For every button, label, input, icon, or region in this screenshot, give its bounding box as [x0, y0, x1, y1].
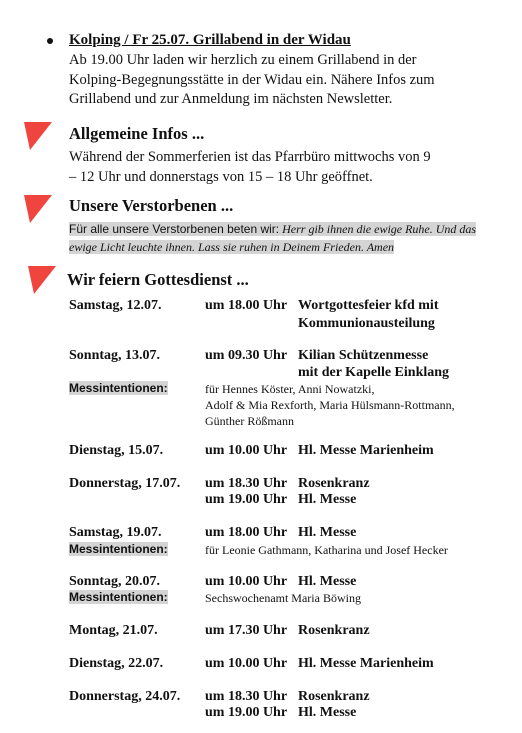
info-heading: Allgemeine Infos ... [69, 124, 205, 143]
service-desc: mit der Kapelle Einklang [298, 365, 450, 380]
intention-line: Sechswochenamt Maria Böwing [205, 591, 361, 605]
service-desc: Hl. Messe [298, 525, 357, 540]
service-time: um 18.30 Uhr [205, 689, 288, 704]
service-desc: Hl. Messe Marienheim [298, 443, 434, 458]
service-time: um 17.30 Uhr [205, 623, 288, 638]
deceased-intro: Für alle unsere Verstorbenen beten wir: [69, 222, 280, 236]
news-item-line: Ab 19.00 Uhr laden wir herzlich zu einem Grillabend in der [69, 52, 417, 68]
intention-line: für Hennes Köster, Anni Nowatzki, [205, 382, 375, 396]
service-desc: Rosenkranz [298, 623, 370, 638]
service-desc: Hl. Messe [298, 492, 357, 507]
service-day: Samstag, 12.07. [69, 298, 162, 313]
service-time: um 18.00 Uhr [205, 298, 288, 313]
prayer-line: ewige Licht leuchte ihnen. Lass sie ruhen in Deinem Frieden. Amen [69, 240, 395, 254]
service-day: Donnerstag, 17.07. [69, 476, 181, 491]
service-time: um 18.00 Uhr [205, 525, 288, 540]
service-desc: Rosenkranz [298, 476, 370, 491]
service-day: Sonntag, 20.07. [69, 574, 161, 589]
service-desc: Kilian Schützenmesse [298, 348, 429, 363]
service-desc: Hl. Messe [298, 705, 357, 720]
service-day: Dienstag, 22.07. [69, 656, 164, 671]
intentions-text [205, 381, 455, 429]
red-flag-icon [24, 122, 54, 152]
service-day: Montag, 21.07. [69, 623, 158, 638]
red-flag-icon [24, 195, 54, 225]
service-desc: Hl. Messe Marienheim [298, 656, 434, 671]
service-day: Dienstag, 15.07. [69, 443, 164, 458]
intention-line: Günther Rößmann [205, 414, 294, 428]
service-day: Donnerstag, 24.07. [69, 689, 181, 704]
service-time: um 10.00 Uhr [205, 443, 288, 458]
info-line: – 12 Uhr und donnerstags von 15 – 18 Uhr geöffnet. [69, 168, 373, 185]
info-line: Während der Sommerferien ist das Pfarrbüro mittwochs von 9 [69, 149, 431, 165]
deceased-heading: Unsere Verstorbenen ... [69, 196, 234, 215]
service-time: um 09.30 Uhr [205, 348, 288, 363]
service-time: um 19.00 Uhr [205, 492, 288, 507]
intentions-label: Messintentionen: [69, 590, 168, 604]
service-day: Sonntag, 13.07. [69, 348, 161, 363]
news-item-line: Grillabend und zur Anmeldung im nächsten Newsletter. [69, 91, 393, 107]
services-heading: Wir feiern Gottesdienst ... [67, 270, 249, 289]
intention-line: für Leonie Gathmann, Katharina und Josef Hecker [205, 543, 448, 557]
prayer-line: Herr gib ihnen die ewige Ruhe. Und das [282, 222, 477, 236]
service-desc: Kommunionausteilung [298, 316, 435, 331]
deceased-text [69, 220, 491, 256]
red-flag-icon [28, 266, 58, 296]
intentions-label: Messintentionen: [69, 542, 168, 556]
service-time: um 18.30 Uhr [205, 476, 288, 491]
info-body [69, 148, 499, 187]
news-item-body [69, 51, 499, 110]
service-time: um 10.00 Uhr [205, 656, 288, 671]
service-day: Samstag, 19.07. [69, 525, 162, 540]
intention-line: Adolf & Mia Rexforth, Maria Hülsmann-Rottmann, [205, 398, 455, 412]
news-item-title: Kolping / Fr 25.07. Grillabend in der Widau [69, 32, 351, 48]
service-time: um 19.00 Uhr [205, 705, 288, 720]
bullet-point [47, 38, 53, 44]
service-desc: Rosenkranz [298, 689, 370, 704]
intentions-label: Messintentionen: [69, 381, 168, 395]
news-item-line: Kolping-Begegnungsstätte in der Widau ein. Nähere Infos zum [69, 71, 435, 88]
service-time: um 10.00 Uhr [205, 574, 288, 589]
service-desc: Hl. Messe [298, 574, 357, 589]
service-desc: Wortgottesfeier kfd mit [298, 298, 439, 313]
